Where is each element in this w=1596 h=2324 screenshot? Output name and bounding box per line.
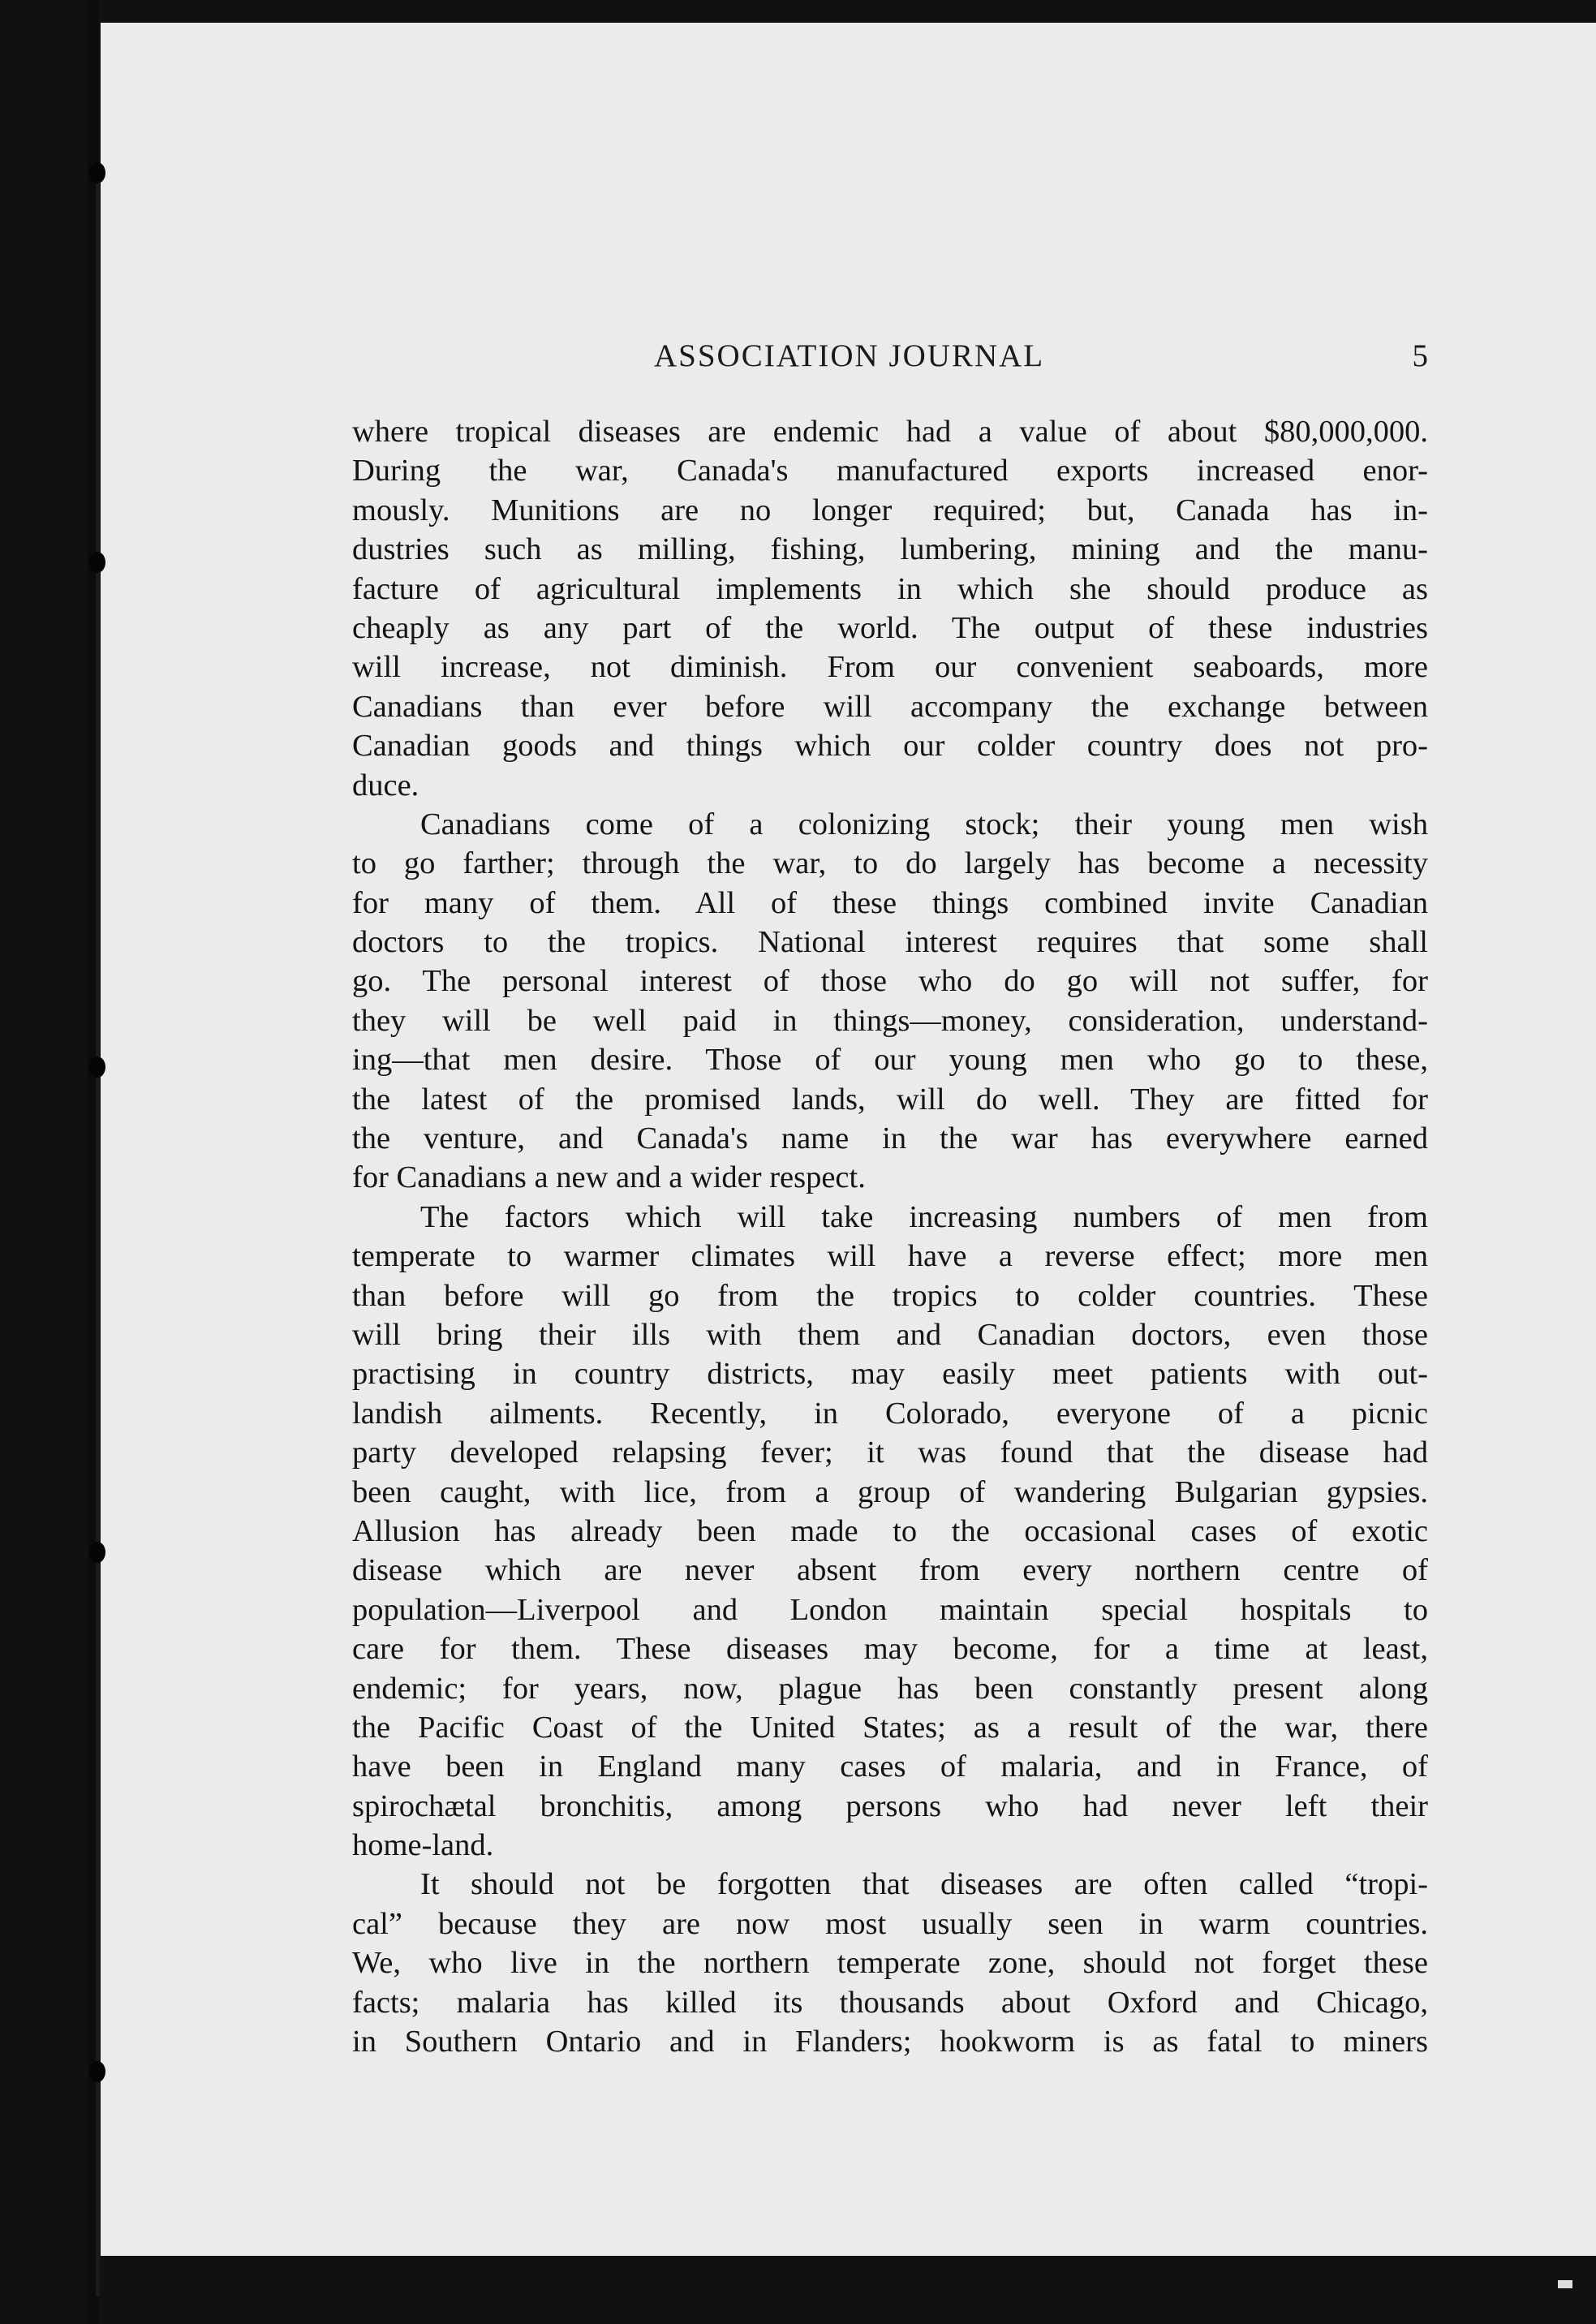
- text-line: in Southern Ontario and in Flanders; hookworm is as fatal to miners: [352, 2025, 1428, 2059]
- paragraph: [352, 805, 1428, 1198]
- binding-stitch-mark: [89, 1057, 105, 1078]
- text-line: where tropical diseases are endemic had a value of about $80,000,000.: [352, 415, 1428, 449]
- text-line: doctors to the tropics. National interest requires that some shall: [352, 925, 1428, 960]
- text-line: duce.: [352, 768, 419, 803]
- text-line: they will be well paid in things—money, consideration, understand-: [352, 1003, 1428, 1038]
- text-line: endemic; for years, now, plague has been constantly present along: [352, 1671, 1428, 1706]
- text-line: population—Liverpool and London maintain special hospitals to: [352, 1592, 1428, 1627]
- text-line: the Pacific Coast of the United States; as a result of the war, there: [352, 1710, 1428, 1745]
- text-line: to go farther; through the war, to do largely has become a necessity: [352, 846, 1428, 881]
- body-text: [352, 412, 1428, 2141]
- binding-line: [96, 170, 100, 2296]
- binding-stitch-mark: [89, 2061, 105, 2082]
- text-line: landish ailments. Recently, in Colorado, everyone of a picnic: [352, 1396, 1428, 1431]
- text-line: dustries such as milling, fishing, lumbering, mining and the manu-: [352, 532, 1428, 567]
- text-line: go. The personal interest of those who do go will not suffer, for: [352, 964, 1428, 999]
- binding-stitch-mark: [89, 162, 105, 183]
- text-line: have been in England many cases of malaria, and in France, of: [352, 1749, 1428, 1784]
- text-line: Canadians than ever before will accompany the exchange between: [352, 689, 1428, 724]
- paragraph: [352, 1198, 1428, 1866]
- text-line: It should not be forgotten that diseases are often called “tropi-: [420, 1867, 1428, 1902]
- text-line: home-land.: [352, 1828, 494, 1863]
- text-line: ing—that men desire. Those of our young men who go to these,: [352, 1043, 1428, 1078]
- page-header: [352, 338, 1428, 380]
- text-line: cheaply as any part of the world. The output of these industries: [352, 610, 1428, 645]
- running-head: ASSOCIATION JOURNAL: [654, 338, 1045, 373]
- text-line: facts; malaria has killed its thousands about Oxford and Chicago,: [352, 1985, 1428, 2020]
- text-line: party developed relapsing fever; it was found that the disease had: [352, 1435, 1428, 1470]
- text-line: the venture, and Canada's name in the war has everywhere earned: [352, 1121, 1428, 1156]
- text-line: been caught, with lice, from a group of wandering Bulgarian gypsies.: [352, 1474, 1428, 1509]
- text-line: Canadian goods and things which our colder country does not pro-: [352, 729, 1428, 764]
- text-line: will increase, not diminish. From our convenient seaboards, more: [352, 650, 1428, 685]
- text-line: than before will go from the tropics to colder countries. These: [352, 1278, 1428, 1313]
- text-line: facture of agricultural implements in which she should produce as: [352, 571, 1428, 606]
- text-line: We, who live in the northern temperate zone, should not forget these: [352, 1946, 1428, 1981]
- binding-stitch-mark: [89, 1542, 105, 1563]
- text-line: Allusion has already been made to the occasional cases of exotic: [352, 1513, 1428, 1548]
- text-line: cal” because they are now most usually seen in warm countries.: [352, 1906, 1428, 1941]
- text-line: for many of them. All of these things combined invite Canadian: [352, 885, 1428, 920]
- binding-stitch-mark: [89, 552, 105, 573]
- page-number: 5: [1412, 338, 1428, 373]
- text-line: practising in country districts, may easily meet patients with out-: [352, 1357, 1428, 1392]
- text-line: for Canadians a new and a wider respect.: [352, 1160, 866, 1195]
- text-line: disease which are never absent from every northern centre of: [352, 1553, 1428, 1588]
- text-line: care for them. These diseases may become, for a time at least,: [352, 1632, 1428, 1667]
- text-line: temperate to warmer climates will have a reverse effect; more men: [352, 1239, 1428, 1274]
- text-line: mously. Munitions are no longer required; but, Canada has in-: [352, 493, 1428, 527]
- text-line: The factors which will take increasing numbers of men from: [420, 1199, 1428, 1234]
- text-line: During the war, Canada's manufactured exports increased enor-: [352, 454, 1428, 488]
- paragraph: [352, 1865, 1428, 2061]
- text-line: spirochætal bronchitis, among persons who had never left their: [352, 1788, 1428, 1823]
- text-line: Canadians come of a colonizing stock; their young men wish: [420, 807, 1428, 841]
- paragraph: [352, 412, 1428, 805]
- text-line: will bring their ills with them and Canadian doctors, even those: [352, 1317, 1428, 1352]
- text-line: the latest of the promised lands, will do well. They are fitted for: [352, 1082, 1428, 1117]
- scan-artifact: [1558, 2280, 1572, 2288]
